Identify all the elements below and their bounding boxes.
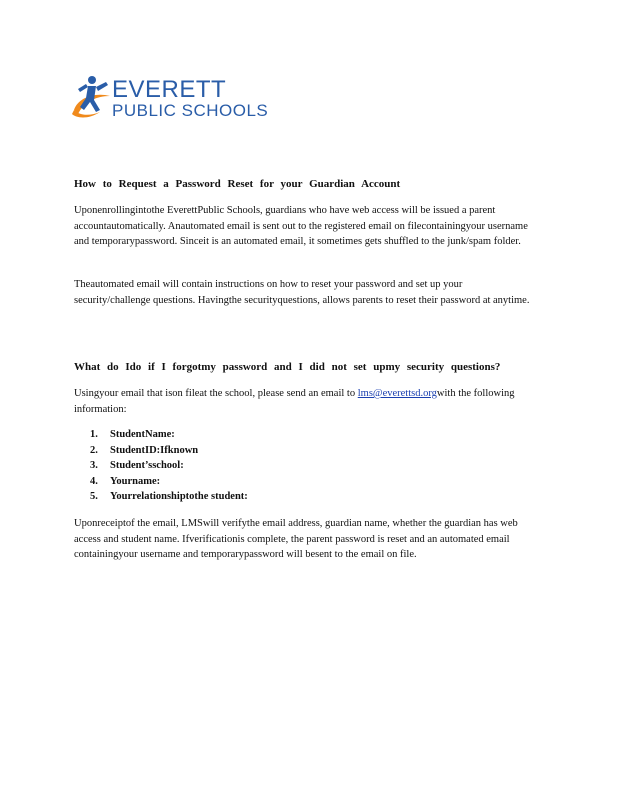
list-item-number: 1. [90, 429, 98, 440]
list-item-text: Student’sschool: [110, 460, 184, 471]
list-item-number: 4. [90, 475, 98, 487]
section2-paragraph-1-text: Usingyour email that ison fileat the school, please send an email to [74, 388, 358, 399]
section2-paragraph-2: Uponreceiptof the email, LMSwill verifythe email address, guardian name, whether the guardian has web access and student name. Ifverificationis complete, the parent password is reset and an automated email containingyour username and temporarypassword will besent to the email on file. [74, 518, 518, 560]
runner-swoosh-icon [70, 70, 114, 126]
list-item-text: Yourname: [110, 475, 161, 487]
list-item-number: 3. [90, 460, 98, 471]
required-info-list [90, 427, 248, 505]
list-item-number: 5. [90, 491, 98, 502]
list-item [90, 458, 248, 474]
section1-paragraph-2: Theautomated email will contain instructions on how to reset your password and set up your security/challenge questions. Havingthe securityquestions, allows parents to reset their password at anytime. [74, 279, 530, 306]
logo-text-public-schools: PUBLIC SCHOOLS [112, 101, 269, 120]
logo-text-everett: EVERETT [112, 76, 227, 103]
list-item [90, 443, 248, 459]
list-item-text: StudentID:Ifknown [110, 444, 199, 456]
list-item [90, 474, 248, 490]
section2-heading: What do Ido if I forgotmy password and I did not set upmy security questions? [74, 361, 501, 373]
section2-paragraph-1-text-end: with the following information: [74, 388, 515, 415]
list-item-text: Yourrelationshiptothe student: [110, 491, 248, 502]
everett-logo [70, 70, 269, 126]
list-item [90, 427, 248, 443]
list-item-text: StudentName: [110, 429, 175, 440]
support-email-link[interactable]: lms@everettsd.org [357, 388, 437, 399]
section2-paragraph-1 [74, 386, 536, 417]
section1-heading: How to Request a Password Reset for your Guardian Account [74, 178, 401, 190]
list-item [90, 489, 248, 505]
section1-paragraph-1: Uponenrollingintothe EverettPublic Schools, guardians who have web access will be issued a parent accountautomatically. Anautomated email is sent out to the registered email on filecontainingyour username and temporarypassword. Sinceit is an automated email, it sometimes gets shuffled to the junk/spam folder. [74, 205, 528, 247]
list-item-number: 2. [90, 444, 98, 456]
